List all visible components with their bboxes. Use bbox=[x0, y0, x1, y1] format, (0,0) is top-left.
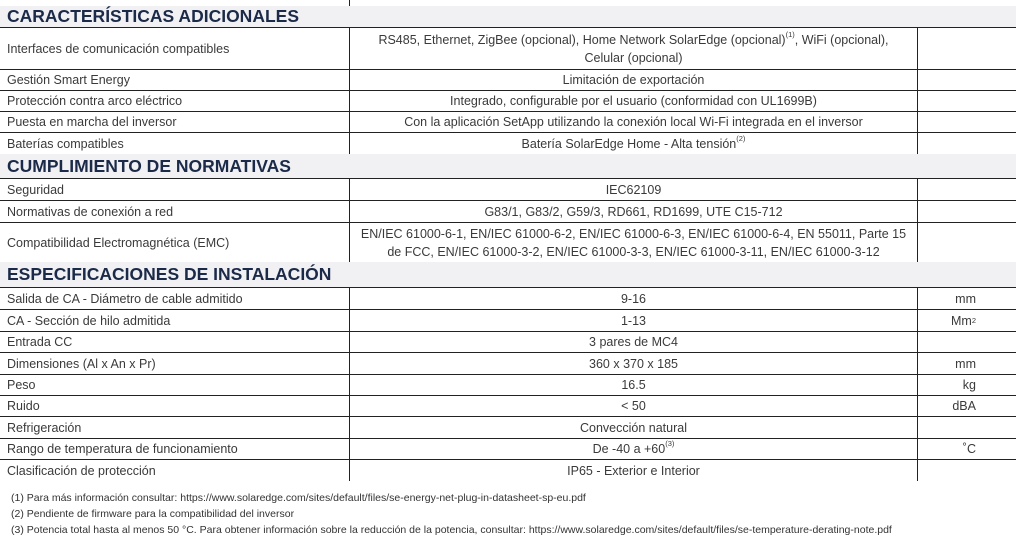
row-unit bbox=[918, 112, 1016, 132]
previous-table-row-stub bbox=[0, 0, 1016, 6]
value-text bbox=[593, 440, 675, 458]
table-row bbox=[0, 201, 1016, 223]
row-unit bbox=[918, 417, 1016, 438]
row-label: Dimensiones (Al x An x Pr) bbox=[7, 356, 156, 371]
value-main: 3 pares de MC4 bbox=[589, 335, 678, 349]
value-text bbox=[450, 92, 817, 110]
footnote-item: (2) Pendiente de firmware para la compatibilidad del inversor bbox=[11, 508, 295, 520]
row-value bbox=[349, 133, 918, 154]
value-text bbox=[589, 333, 678, 351]
table-row bbox=[0, 310, 1016, 332]
row-value bbox=[349, 353, 918, 374]
table-row bbox=[0, 112, 1016, 133]
row-value bbox=[349, 288, 918, 309]
table-row bbox=[0, 332, 1016, 353]
value-main: 360 x 370 x 185 bbox=[589, 356, 678, 371]
value-main: IP65 - Exterior e Interior bbox=[567, 463, 700, 478]
row-unit bbox=[918, 70, 1016, 90]
row-value bbox=[349, 70, 918, 90]
value-text bbox=[358, 31, 909, 67]
value-main: Limitación de exportación bbox=[562, 73, 705, 87]
value-text bbox=[358, 225, 909, 261]
unit-text: Mm bbox=[951, 313, 972, 328]
table-row bbox=[0, 375, 1016, 396]
table-row bbox=[0, 460, 1016, 481]
row-label: Compatibilidad Electromagnética (EMC) bbox=[7, 235, 230, 250]
row-unit bbox=[918, 332, 1016, 352]
footnote-ref: (3) bbox=[665, 439, 675, 448]
row-label: Refrigeración bbox=[7, 420, 82, 435]
row-label: Gestión Smart Energy bbox=[7, 73, 130, 87]
row-unit bbox=[918, 460, 1016, 481]
value-main: G83/1, G83/2, G59/3, RD661, RD1699, UTE C15-712 bbox=[484, 204, 783, 219]
row-label: Entrada CC bbox=[7, 335, 73, 349]
row-value bbox=[349, 310, 918, 331]
value-main: IEC62109 bbox=[605, 182, 662, 197]
row-unit bbox=[918, 353, 1016, 374]
footnotes bbox=[11, 490, 892, 538]
value-text bbox=[404, 113, 863, 131]
value-text bbox=[606, 181, 662, 199]
value-text bbox=[580, 419, 687, 437]
footnote-ref: (1) bbox=[785, 29, 795, 39]
section-rows bbox=[0, 179, 1016, 262]
row-label: Seguridad bbox=[7, 182, 64, 197]
table-row bbox=[0, 417, 1016, 439]
value-text bbox=[522, 135, 746, 153]
row-label: Clasificación de protección bbox=[7, 463, 156, 478]
row-unit bbox=[918, 375, 1016, 395]
row-label: Normativas de conexión a red bbox=[7, 204, 174, 219]
row-label: Puesta en marcha del inversor bbox=[7, 115, 177, 129]
row-value bbox=[349, 223, 918, 262]
row-unit bbox=[918, 201, 1016, 222]
section-rows bbox=[0, 288, 1016, 481]
row-label: Peso bbox=[7, 378, 36, 392]
value-text bbox=[567, 462, 700, 480]
table-row bbox=[0, 223, 1016, 262]
section-title: CARACTERÍSTICAS ADICIONALES bbox=[0, 6, 1016, 28]
row-label: Rango de temperatura de funcionamiento bbox=[7, 442, 238, 456]
spec-table bbox=[0, 6, 1016, 481]
table-row bbox=[0, 179, 1016, 201]
row-value bbox=[349, 201, 918, 222]
row-unit bbox=[918, 223, 1016, 262]
value-main: De -40 a +60 bbox=[592, 442, 666, 456]
section-rows bbox=[0, 28, 1016, 154]
value-main: 16.5 bbox=[621, 378, 646, 392]
row-value bbox=[349, 112, 918, 132]
unit-text: kg bbox=[962, 378, 976, 392]
row-value bbox=[349, 396, 918, 416]
unit-superscript: 2 bbox=[971, 315, 976, 325]
value-main: Integrado, configurable por el usuario (conformidad con UL1699B) bbox=[450, 94, 817, 108]
row-label: CA - Sección de hilo admitida bbox=[7, 313, 171, 328]
table-row bbox=[0, 70, 1016, 91]
row-unit bbox=[918, 179, 1016, 200]
value-text bbox=[563, 71, 705, 89]
value-main: < 50 bbox=[621, 399, 646, 413]
spec-section bbox=[0, 262, 1016, 481]
value-main: Batería SolarEdge Home - Alta tensión bbox=[521, 136, 737, 151]
row-unit bbox=[918, 396, 1016, 416]
value-main: 1-13 bbox=[620, 313, 647, 328]
row-label: Ruido bbox=[7, 399, 40, 413]
table-row bbox=[0, 91, 1016, 112]
section-title: CUMPLIMIENTO DE NORMATIVAS bbox=[0, 154, 1016, 179]
row-value bbox=[349, 439, 918, 459]
value-text bbox=[621, 376, 645, 394]
row-unit bbox=[918, 288, 1016, 309]
row-value bbox=[349, 375, 918, 395]
table-row bbox=[0, 28, 1016, 70]
table-row bbox=[0, 439, 1016, 460]
row-value bbox=[349, 91, 918, 111]
row-value bbox=[349, 28, 918, 69]
footnote-item: (1) Para más información consultar: https://www.solaredge.com/sites/default/files/se-energy-net-plug-in-datasheet-sp-eu.pdf bbox=[11, 492, 586, 504]
value-text bbox=[621, 312, 646, 330]
row-label: Interfaces de comunicación compatibles bbox=[7, 41, 230, 56]
value-text bbox=[621, 397, 646, 415]
footnote-ref: (2) bbox=[736, 133, 746, 143]
table-row bbox=[0, 288, 1016, 310]
value-text bbox=[484, 203, 782, 221]
value-text bbox=[589, 355, 678, 373]
unit-text: ˚C bbox=[962, 442, 976, 456]
table-row bbox=[0, 353, 1016, 375]
row-unit bbox=[918, 28, 1016, 69]
row-label: Baterías compatibles bbox=[7, 136, 124, 151]
row-value bbox=[349, 179, 918, 200]
unit-text: mm bbox=[955, 356, 976, 371]
value-main: EN/IEC 61000-6-1, EN/IEC 61000-6-2, EN/IEC 61000-6-3, EN/IEC 61000-6-4, EN 55011, Parte 15 de FCC, EN/IEC 61000-3-2, EN/IEC 61000-3-3, EN/IEC 61000-3-11, EN/IEC 61000-3-12 bbox=[360, 226, 907, 259]
spec-section bbox=[0, 154, 1016, 262]
row-label: Protección contra arco eléctrico bbox=[7, 94, 183, 108]
footnote-item: (3) Potencia total hasta al menos 50 °C. Para obtener información sobre la reducción de la potencia, consultar: https://www.solaredge.com/sites/default/files/se-temperature-derating-note.pdf bbox=[11, 524, 892, 536]
table-row bbox=[0, 133, 1016, 154]
value-text bbox=[621, 290, 646, 308]
value-continued: , WiFi (opcional), Celular (opcional) bbox=[584, 32, 889, 65]
unit-text: dBA bbox=[952, 399, 976, 413]
row-unit bbox=[918, 439, 1016, 459]
row-value bbox=[349, 417, 918, 438]
value-main: RS485, Ethernet, ZigBee (opcional), Home Network SolarEdge (opcional) bbox=[378, 32, 786, 47]
table-row bbox=[0, 396, 1016, 417]
row-value bbox=[349, 460, 918, 481]
section-title: ESPECIFICACIONES DE INSTALACIÓN bbox=[0, 262, 1016, 288]
unit-text: mm bbox=[955, 291, 976, 306]
row-unit bbox=[918, 310, 1016, 331]
row-unit bbox=[918, 91, 1016, 111]
value-main: Con la aplicación SetApp utilizando la conexión local Wi-Fi integrada en el inversor bbox=[404, 115, 863, 129]
spec-section bbox=[0, 6, 1016, 154]
row-unit bbox=[918, 133, 1016, 154]
value-main: 9-16 bbox=[620, 291, 647, 306]
value-main: Convección natural bbox=[579, 420, 687, 435]
row-label: Salida de CA - Diámetro de cable admitido bbox=[7, 291, 243, 306]
row-value bbox=[349, 332, 918, 352]
